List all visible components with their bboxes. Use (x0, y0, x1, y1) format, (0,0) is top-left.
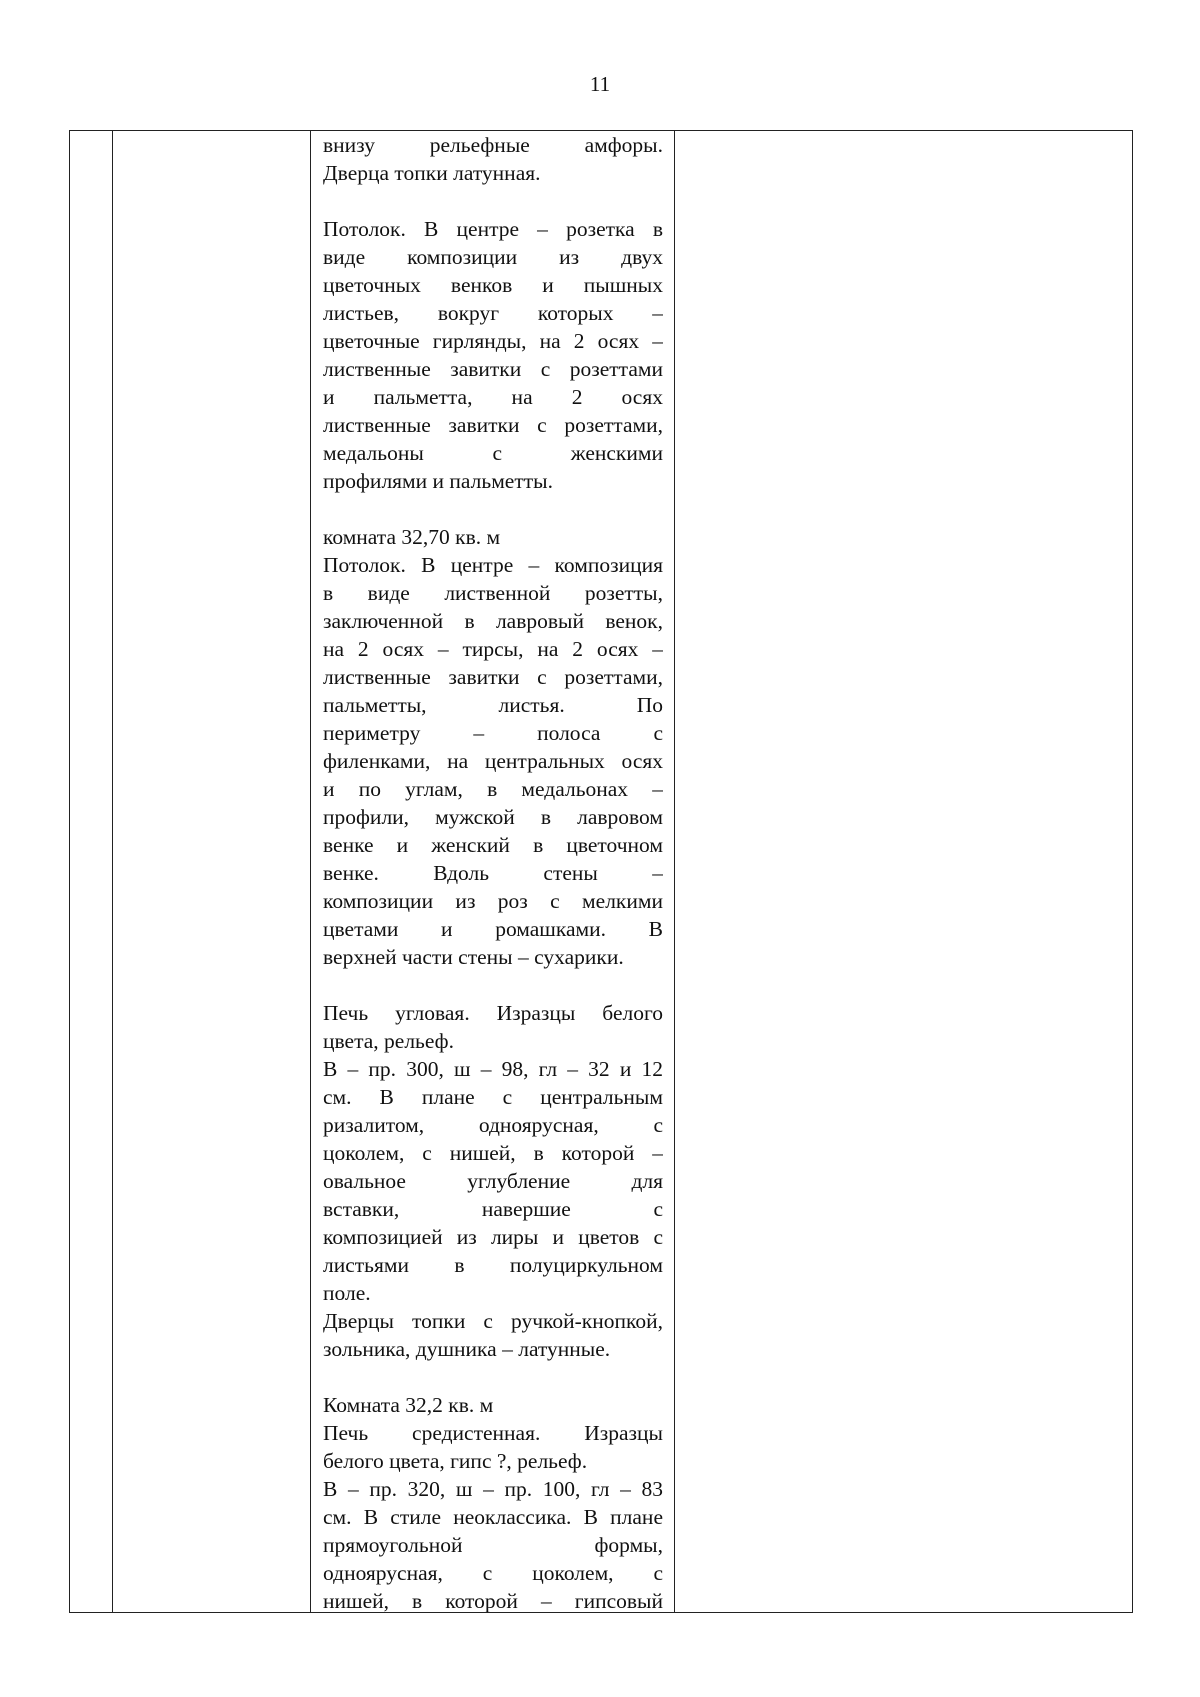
text-paragraph (323, 131, 663, 187)
paragraph-gap (323, 1363, 663, 1391)
text-line: цоколем, с нишей, в которой – (323, 1141, 663, 1165)
text-line: композицией из лиры и цветов с (323, 1225, 663, 1249)
text-line: поле. (323, 1281, 371, 1305)
paragraph-gap (323, 971, 663, 999)
text-line: филенками, на центральных осях (323, 749, 663, 773)
text-paragraph (323, 215, 663, 495)
text-line: прямоугольной формы, (323, 1533, 663, 1557)
text-line: профилями и пальметты. (323, 469, 553, 493)
text-line: листьев, вокруг которых – (323, 301, 663, 325)
text-line: виде композиции из двух (323, 245, 663, 269)
text-line: верхней части стены – сухарики. (323, 945, 624, 969)
text-line: зольника, душника – латунные. (323, 1337, 611, 1361)
text-line: Потолок. В центре – розетка в (323, 217, 663, 241)
text-line: Дверца топки латунная. (323, 161, 541, 185)
text-line: см. В стиле неоклассика. В плане (323, 1505, 663, 1529)
text-line: профили, мужской в лавровом (323, 805, 663, 829)
text-line: комната 32,70 кв. м (323, 525, 501, 549)
paragraph-gap (323, 495, 663, 523)
text-line: цвета, рельеф. (323, 1029, 454, 1053)
text-paragraph (323, 523, 663, 971)
text-line: внизу рельефные амфоры. (323, 133, 663, 157)
text-line: периметру – полоса с (323, 721, 663, 745)
text-line: В – пр. 300, ш – 98, гл – 32 и 12 (323, 1057, 663, 1081)
text-line: цветочных венков и пышных (323, 273, 663, 297)
text-line: в виде лиственной розетты, (323, 581, 663, 605)
text-line: нишей, в которой – гипсовый (323, 1589, 663, 1612)
text-line: Дверцы топки с ручкой-кнопкой, (323, 1309, 663, 1333)
text-paragraph (323, 1391, 663, 1612)
text-line: цветами и ромашками. В (323, 917, 663, 941)
text-line: и по углам, в медальонах – (323, 777, 663, 801)
text-line: ризалитом, одноярусная, с (323, 1113, 663, 1137)
text-line: В – пр. 320, ш – пр. 100, гл – 83 (323, 1477, 663, 1501)
text-line: Печь угловая. Изразцы белого (323, 1001, 663, 1025)
text-line: Комната 32,2 кв. м (323, 1393, 494, 1417)
text-line: вставки, навершие с (323, 1197, 663, 1221)
text-line: Потолок. В центре – композиция (323, 553, 663, 577)
text-line: венке и женский в цветочном (323, 833, 663, 857)
paragraph-gap (323, 187, 663, 215)
text-line: лиственные завитки с розеттами (323, 357, 663, 381)
text-line: см. В плане с центральным (323, 1085, 663, 1109)
text-line: лиственные завитки с розеттами, (323, 413, 663, 437)
page-number: 11 (589, 72, 611, 96)
text-line: медальоны с женскими (323, 441, 663, 465)
column-divider (112, 131, 113, 1612)
text-line: и пальметта, на 2 осях (323, 385, 663, 409)
text-line: листьями в полуциркульном (323, 1253, 663, 1277)
description-cell (323, 131, 663, 1612)
text-line: белого цвета, гипс ?, рельеф. (323, 1449, 588, 1473)
text-line: одноярусная, с цоколем, с (323, 1561, 663, 1585)
description-table (69, 130, 1133, 1613)
text-line: композиции из роз с мелкими (323, 889, 663, 913)
text-line: на 2 осях – тирсы, на 2 осях – (323, 637, 663, 661)
text-line: овальное углубление для (323, 1169, 663, 1193)
text-line: заключенной в лавровый венок, (323, 609, 663, 633)
text-paragraph (323, 999, 663, 1363)
column-divider (674, 131, 675, 1612)
text-line: Печь средистенная. Изразцы (323, 1421, 663, 1445)
text-line: цветочные гирлянды, на 2 осях – (323, 329, 663, 353)
text-line: венке. Вдоль стены – (323, 861, 663, 885)
column-divider (310, 131, 311, 1612)
text-line: пальметты, листья. По (323, 693, 663, 717)
text-line: лиственные завитки с розеттами, (323, 665, 663, 689)
